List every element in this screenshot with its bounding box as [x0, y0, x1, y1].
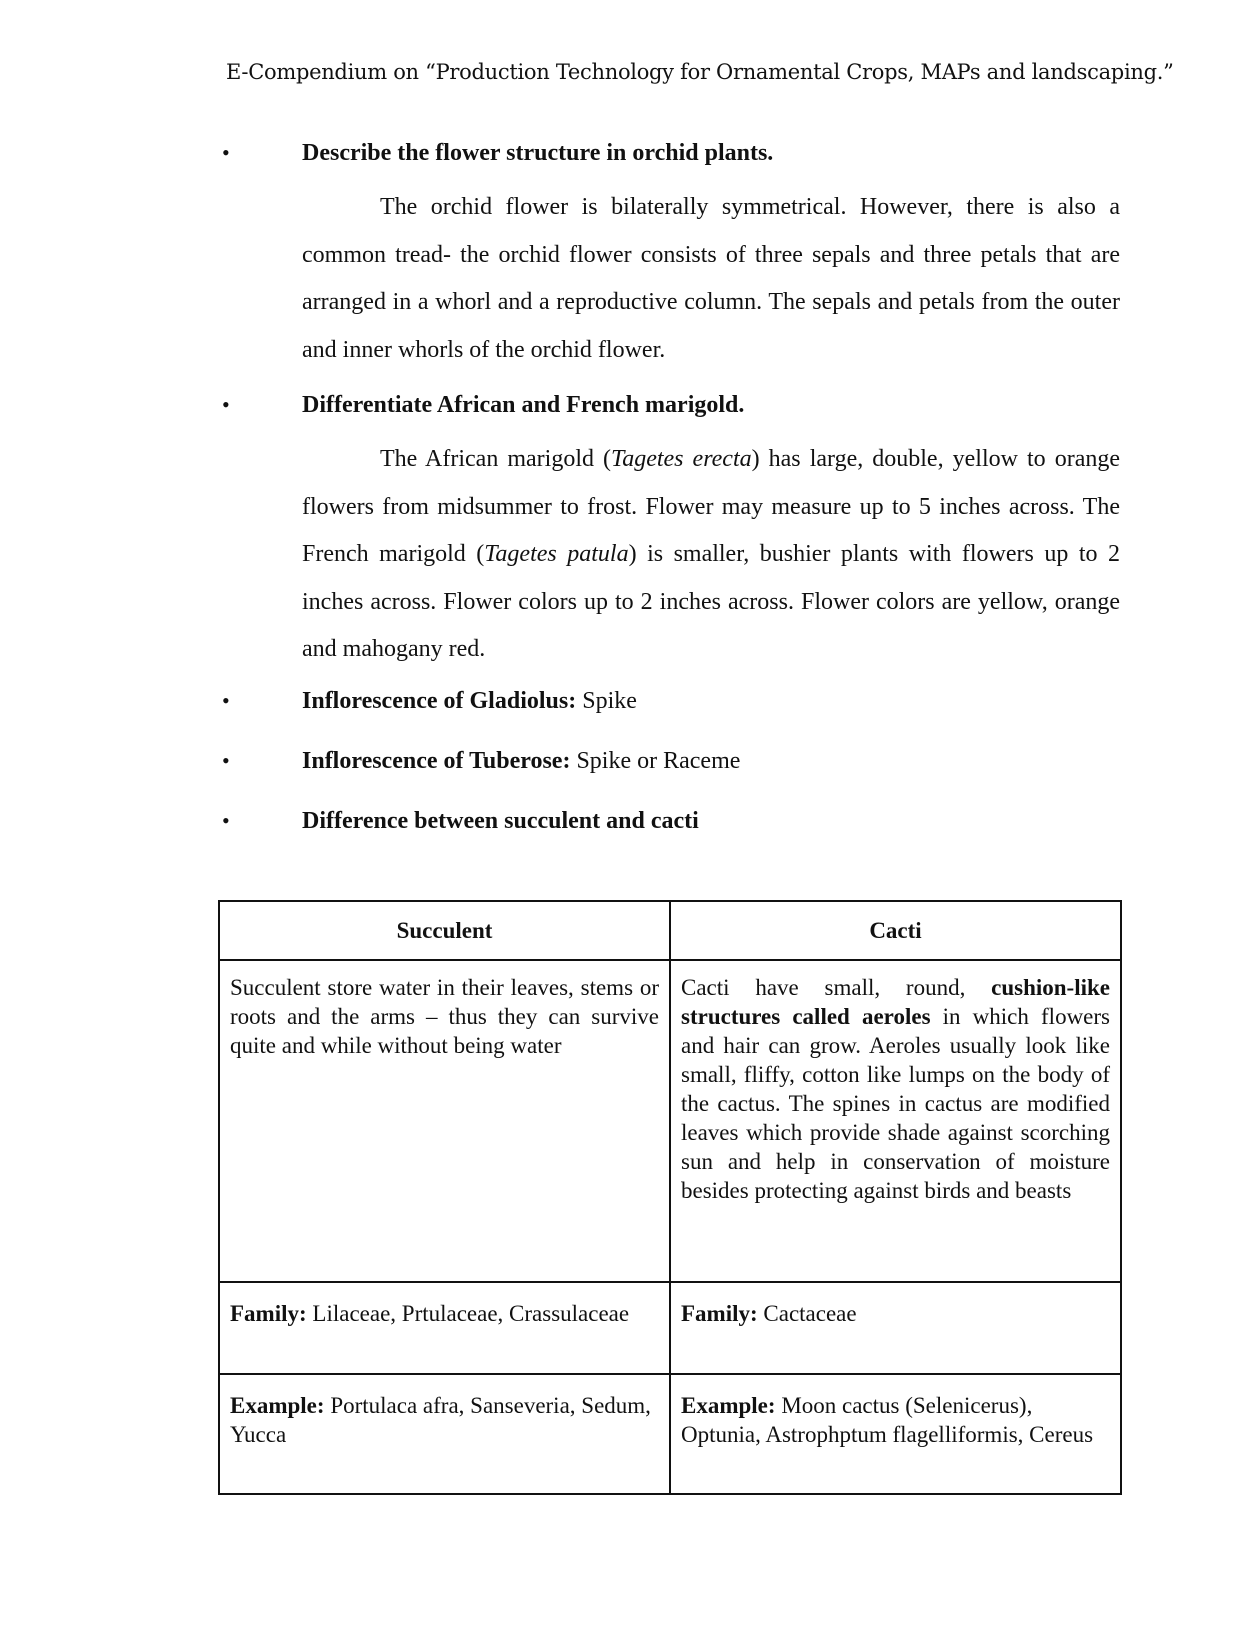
cell-label: Family:: [681, 1301, 758, 1326]
item-value: Spike or Raceme: [576, 748, 741, 774]
item-label: Inflorescence of Tuberose:: [302, 748, 571, 774]
cell-text-bold: cushion-like structures called aeroles: [681, 975, 1110, 1029]
question-heading: Describe the flower structure in orchid plants.: [302, 140, 774, 166]
question-heading: Differentiate African and French marigold.: [302, 392, 745, 418]
item-label: Inflorescence of Gladiolus:: [302, 688, 577, 714]
cell-succulent-family: [219, 1282, 670, 1374]
cell-succulent-description: Succulent store water in their leaves, stems or roots and the arms – thus they can survive quite and while without being water: [219, 960, 670, 1282]
cell-text: Moon cactus (Selenicerus), Optunia, Astrophptum flagelliformis, Cereus: [681, 1393, 1094, 1447]
bullet-icon: •: [222, 748, 230, 773]
cell-cacti-family: [670, 1282, 1121, 1374]
inflorescence-gladiolus: [302, 688, 637, 714]
cell-cacti-description: [670, 960, 1121, 1282]
table-row: [219, 960, 1121, 1282]
cell-succulent-example: [219, 1374, 670, 1494]
answer-text: The orchid flower is bilaterally symmetrical. However, there is also a common tread- the orchid flower consists of three sepals and three petals that are arranged in a whorl and a reproductive column. The sepals and petals from the outer and inner whorls of the orchid flower.: [302, 194, 1120, 363]
cell-text: Lilaceae, Prtulaceae, Crassulaceae: [312, 1301, 630, 1326]
cell-label: Example:: [681, 1393, 776, 1418]
answer-text: ) is smaller, bushier plants with flowers up to 2 inches across. Flower colors up to 2 inches across. Flower colors are yellow, orange and mahogany red.: [302, 541, 1120, 662]
table-header-row: [219, 901, 1121, 960]
bullet-icon: •: [222, 688, 230, 713]
item-value: Spike: [582, 688, 637, 714]
cell-label: Family:: [230, 1301, 307, 1326]
column-header-cacti: Cacti: [670, 901, 1121, 960]
answer-paragraph-marigold: [302, 436, 1120, 674]
cell-text: Portulaca afra, Sanseveria, Sedum, Yucca: [230, 1393, 651, 1447]
cell-text: in which flowers and hair can grow. Aeroles usually look like small, fliffy, cotton like lumps on the body of the cactus. The spines in cactus are modified leaves which provide shade against scorching sun and help in conservation of moisture besides protecting against birds and beasts: [681, 1004, 1111, 1203]
answer-text: ) has large, double, yellow to orange flowers from midsummer to frost. Flower may measure up to 5 inches across. The French marigold (: [302, 446, 1120, 567]
bullet-icon: •: [222, 140, 230, 165]
column-header-succulent: Succulent: [219, 901, 670, 960]
cell-label: Example:: [230, 1393, 325, 1418]
question-heading: Difference between succulent and cacti: [302, 808, 699, 834]
cell-text: Cactaceae: [763, 1301, 857, 1326]
scientific-name: Tagetes patula: [484, 541, 629, 567]
bullet-icon: •: [222, 392, 230, 417]
table-row: [219, 1282, 1121, 1374]
answer-paragraph-orchid: [302, 184, 1120, 374]
scientific-name: Tagetes erecta: [611, 446, 752, 472]
cell-cacti-example: [670, 1374, 1121, 1494]
table-row: [219, 1374, 1121, 1494]
cell-text: Cacti have small, round,: [681, 975, 992, 1000]
comparison-table: [218, 900, 1122, 1495]
document-header: E-Compendium on “Production Technology for Ornamental Crops, MAPs and landscaping.”: [226, 60, 1174, 84]
bullet-icon: •: [222, 808, 230, 833]
answer-text: The African marigold (: [380, 446, 612, 472]
inflorescence-tuberose: [302, 748, 740, 774]
